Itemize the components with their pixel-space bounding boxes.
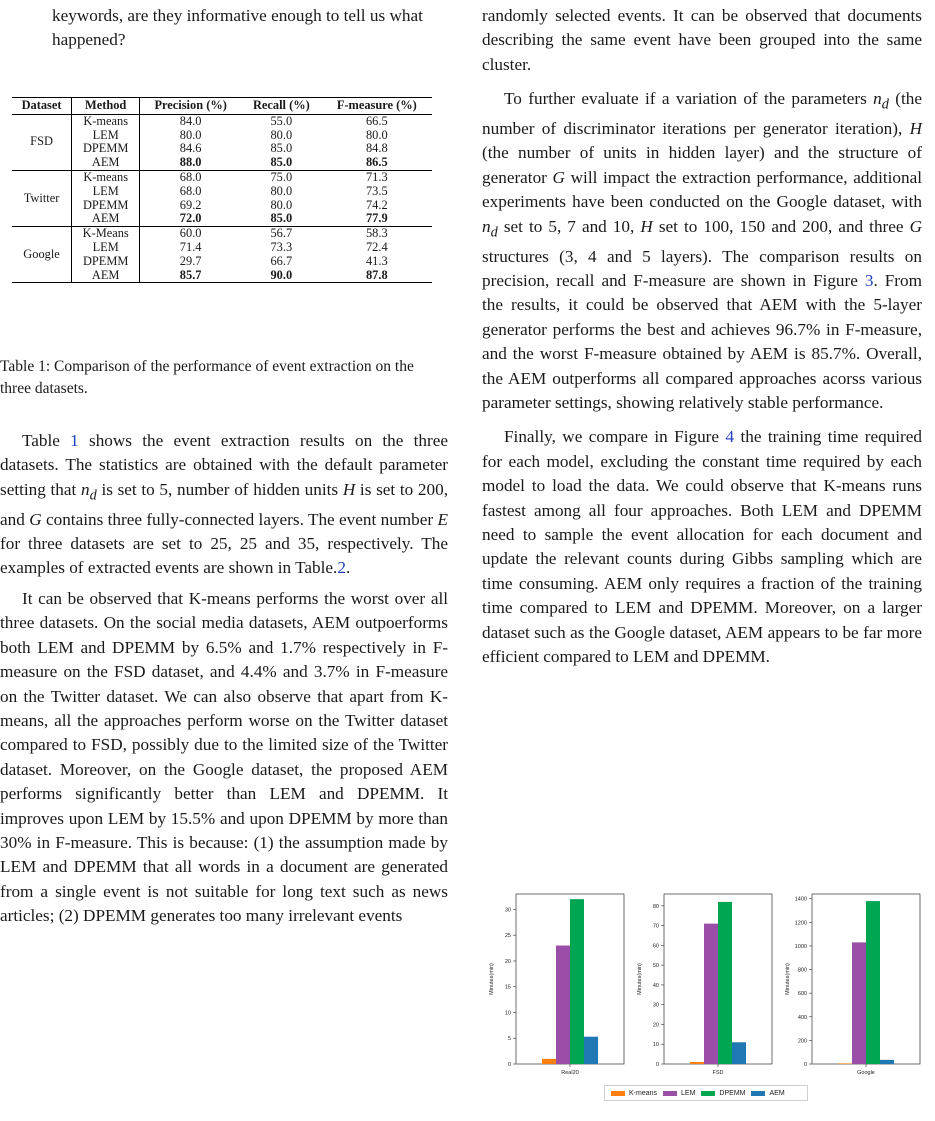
y-tick-label: 60 xyxy=(652,943,659,950)
table-row xyxy=(12,241,432,255)
legend-label: LEM xyxy=(681,1089,696,1097)
y-tick-label: 1400 xyxy=(794,896,807,903)
fmeasure-cell: 73.5 xyxy=(365,183,388,198)
table-header-row xyxy=(12,98,432,115)
fmeasure-cell: 66.5 xyxy=(365,113,388,128)
recall-cell: 56.7 xyxy=(270,226,293,241)
training-time-bar-charts xyxy=(482,888,927,1083)
table-body xyxy=(12,114,432,283)
method-cell: K-means xyxy=(72,170,140,184)
fmeasure-cell: 72.4 xyxy=(365,239,388,254)
dataset-cell: Google xyxy=(12,227,72,283)
paragraph-continued: randomly selected events. It can be observed that documents describing the same event have been grouped into the same cluster. xyxy=(482,6,922,74)
method-cell: AEM xyxy=(72,269,140,283)
recall-cell: 80.0 xyxy=(270,183,293,198)
table-row xyxy=(12,170,432,184)
bar-dpemm xyxy=(570,899,584,1064)
precision-cell: 68.0 xyxy=(179,169,202,184)
y-tick-label: 10 xyxy=(652,1042,659,1049)
recall-cell: 80.0 xyxy=(270,197,293,212)
table-row xyxy=(12,212,432,226)
table-row xyxy=(12,114,432,128)
legend-item xyxy=(701,1090,745,1097)
precision-cell: 85.7 xyxy=(140,269,241,283)
precision-cell: 29.7 xyxy=(179,253,202,268)
table-caption: Table 1: Comparison of the performance of event extraction on the three datasets. xyxy=(0,358,414,397)
y-tick-label: 400 xyxy=(797,1014,807,1021)
y-tick-label: 30 xyxy=(652,1002,659,1009)
recall-cell: 85.0 xyxy=(270,141,293,156)
legend-item xyxy=(611,1090,657,1097)
table-row xyxy=(12,185,432,199)
table-row xyxy=(12,199,432,213)
bar-lem xyxy=(852,942,866,1064)
figure4-ref-link[interactable]: 4 xyxy=(725,427,735,447)
fmeasure-cell: 77.9 xyxy=(322,212,432,226)
fmeasure-cell: 71.3 xyxy=(365,169,388,184)
dataset-cell: FSD xyxy=(12,114,72,170)
method-cell: DPEMM xyxy=(72,255,140,269)
bar-dpemm xyxy=(718,902,732,1064)
method-cell: LEM xyxy=(72,129,140,143)
y-tick-label: 15 xyxy=(504,984,511,991)
y-tick-label: 50 xyxy=(652,963,659,970)
bar-lem xyxy=(704,924,718,1064)
bar-aem xyxy=(880,1060,894,1064)
legend-label: AEM xyxy=(769,1089,785,1097)
method-cell: LEM xyxy=(72,241,140,255)
table-row xyxy=(12,142,432,156)
recall-cell: 55.0 xyxy=(270,113,293,128)
fmeasure-cell: 86.5 xyxy=(322,156,432,170)
bar-aem xyxy=(732,1042,746,1064)
x-tick-label: Google xyxy=(857,1070,875,1076)
table-row xyxy=(12,255,432,269)
bar-lem xyxy=(556,946,570,1064)
method-cell: LEM xyxy=(72,185,140,199)
precision-cell: 80.0 xyxy=(179,127,202,142)
recall-cell: 85.0 xyxy=(241,156,322,170)
y-axis-label: Minutes(min) xyxy=(637,963,643,995)
col-header-precision: Precision (%) xyxy=(140,98,241,115)
recall-cell: 73.3 xyxy=(270,239,293,254)
col-header-method: Method xyxy=(72,98,140,115)
y-tick-label: 600 xyxy=(797,991,807,998)
legend-swatch xyxy=(701,1091,715,1096)
table-row xyxy=(12,269,432,283)
y-tick-label: 10 xyxy=(504,1010,511,1017)
table-row xyxy=(12,129,432,143)
legend-swatch xyxy=(663,1091,677,1096)
fmeasure-cell: 74.2 xyxy=(365,197,388,212)
y-tick-label: 0 xyxy=(655,1062,659,1068)
bar-k-means xyxy=(838,1063,852,1064)
legend-swatch xyxy=(751,1091,765,1096)
table-ref-link[interactable]: 1 xyxy=(70,431,79,450)
table-row xyxy=(12,227,432,241)
keywords-question: keywords, are they informative enough to tell us what happened? xyxy=(52,6,423,50)
precision-cell: 69.2 xyxy=(179,197,202,212)
y-tick-label: 1200 xyxy=(794,920,807,927)
bar-k-means xyxy=(542,1059,556,1064)
y-axis-label: Minutes(min) xyxy=(785,963,791,995)
legend-label: K-means xyxy=(629,1089,658,1097)
col-header-dataset: Dataset xyxy=(12,98,72,115)
y-tick-label: 30 xyxy=(504,907,511,914)
legend-label: DPEMM xyxy=(719,1089,746,1097)
y-tick-label: 0 xyxy=(507,1062,511,1068)
method-cell: K-Means xyxy=(72,227,140,241)
y-tick-label: 20 xyxy=(652,1022,659,1029)
y-tick-label: 20 xyxy=(504,958,511,965)
y-tick-label: 80 xyxy=(652,903,659,910)
fmeasure-cell: 80.0 xyxy=(365,127,388,142)
fmeasure-cell: 58.3 xyxy=(365,226,388,241)
left-body-text xyxy=(0,429,448,929)
recall-cell: 66.7 xyxy=(270,253,293,268)
fmeasure-cell: 84.8 xyxy=(365,141,388,156)
y-tick-label: 800 xyxy=(797,967,807,974)
results-table xyxy=(12,97,432,283)
chart-legend xyxy=(604,1085,808,1101)
legend-item xyxy=(751,1090,784,1097)
table-row xyxy=(12,156,432,170)
precision-cell: 88.0 xyxy=(140,156,241,170)
paragraph-table-results: Table 1 shows the event extraction results on the three datasets. The statistics are obtained with the default parameter setting that $n_d$ is set to 5, number of hidden units H is set to 200, and G contains three fully-connected layers. The event number E for three datasets are set to 25, 25 and 35, respectively. The examples of extracted events are shown in Table.2. xyxy=(0,431,448,578)
y-tick-label: 25 xyxy=(504,933,511,940)
precision-cell: 84.6 xyxy=(179,141,202,156)
x-tick-label: Real20 xyxy=(561,1070,579,1076)
dataset-cell: Twitter xyxy=(12,170,72,226)
precision-cell: 84.0 xyxy=(179,113,202,128)
precision-cell: 72.0 xyxy=(140,212,241,226)
method-cell: AEM xyxy=(72,156,140,170)
recall-cell: 90.0 xyxy=(241,269,322,283)
table2-ref-link[interactable]: 2 xyxy=(337,558,346,578)
paragraph-analysis: It can be observed that K-means performs the worst over all three datasets. On the social media datasets, AEM outpoerforms both LEM and DPEMM by 6.5% and 1.7% respectively in F-measure on the FSD dataset, and 4.4% and 3.7% in F-measure on the Twitter dataset. We can also observe that apart from K-means, all the approaches perform worse on the Twitter dataset compared to FSD, possibly due to the limited size of the Twitter dataset. Moreover, on the Google dataset, the proposed AEM performs significantly better than LEM and DPEMM. It improves upon LEM by 15.5% and upon DPEMM by more than 30% in F-measure. This is because: (1) the assumption made by LEM and DPEMM that all words in a document are generated from a single event is not suitable for long text such as news articles; (2) DPEMM generates too many irrelevant events xyxy=(0,588,448,926)
recall-cell: 75.0 xyxy=(270,169,293,184)
right-body-text xyxy=(482,4,922,669)
bar-k-means xyxy=(690,1062,704,1064)
y-tick-label: 1000 xyxy=(794,943,807,950)
fmeasure-cell: 87.8 xyxy=(322,269,432,283)
y-tick-label: 70 xyxy=(652,923,659,930)
col-header-fmeasure: F-measure (%) xyxy=(322,98,432,115)
method-cell: K-means xyxy=(72,114,140,128)
precision-cell: 71.4 xyxy=(179,239,202,254)
precision-cell: 60.0 xyxy=(179,226,202,241)
x-tick-label: FSD xyxy=(712,1070,724,1076)
method-cell: DPEMM xyxy=(72,142,140,156)
y-axis-label: Minutes(min) xyxy=(489,963,495,995)
y-tick-label: 40 xyxy=(652,982,659,989)
recall-cell: 85.0 xyxy=(241,212,322,226)
method-cell: DPEMM xyxy=(72,199,140,213)
col-header-recall: Recall (%) xyxy=(241,98,322,115)
y-tick-label: 0 xyxy=(803,1062,807,1068)
y-tick-label: 5 xyxy=(507,1036,511,1043)
legend-item xyxy=(663,1090,695,1097)
paragraph-parameters: To further evaluate if a variation of the parameters $n_d$ (the number of discriminator iterations per generator iteration), H (the number of units in hidden layer) and the structure of generator G will impact the extraction performance, additional experiments have been conducted on the Google dataset, with $n_d$ set to 5, 7 and 10, H set to 100, 150 and 200, and three G structures (3, 4 and 5 layers). The comparison results on precision, recall and F-measure are shown in Figure 3. From the results, it could be observed that AEM with the 5-layer generator performs the best and achieves 96.7% in F-measure, and the worst F-measure obtained by AEM is 85.7%. Overall, the AEM outperforms all compared approaches acorss various parameter settings, showing relatively stable performance. xyxy=(482,89,922,412)
fmeasure-cell: 41.3 xyxy=(365,253,388,268)
legend-swatch xyxy=(611,1091,625,1096)
training-time-figure xyxy=(482,888,927,1103)
bar-dpemm xyxy=(866,901,880,1064)
y-tick-label: 200 xyxy=(797,1038,807,1045)
method-cell: AEM xyxy=(72,212,140,226)
bar-aem xyxy=(584,1037,598,1064)
precision-cell: 68.0 xyxy=(179,183,202,198)
figure3-ref-link[interactable]: 3 xyxy=(864,270,874,290)
recall-cell: 80.0 xyxy=(270,127,293,142)
paragraph-training-time: Finally, we compare in Figure 4 the training time required for each model, excluding the constant time required by each model to load the data. We could observe that K-means runs fastest among all four approaches. Both LEM and DPEMM need to sample the event allocation for each document and update the relevant counts during Gibbs sampling which are time consuming. AEM only requires a fraction of the training time compared to LEM and DPEMM. Moreover, on a larger dataset such as the Google dataset, AEM appears to be far more efficient compared to LEM and DPEMM. xyxy=(482,427,922,667)
